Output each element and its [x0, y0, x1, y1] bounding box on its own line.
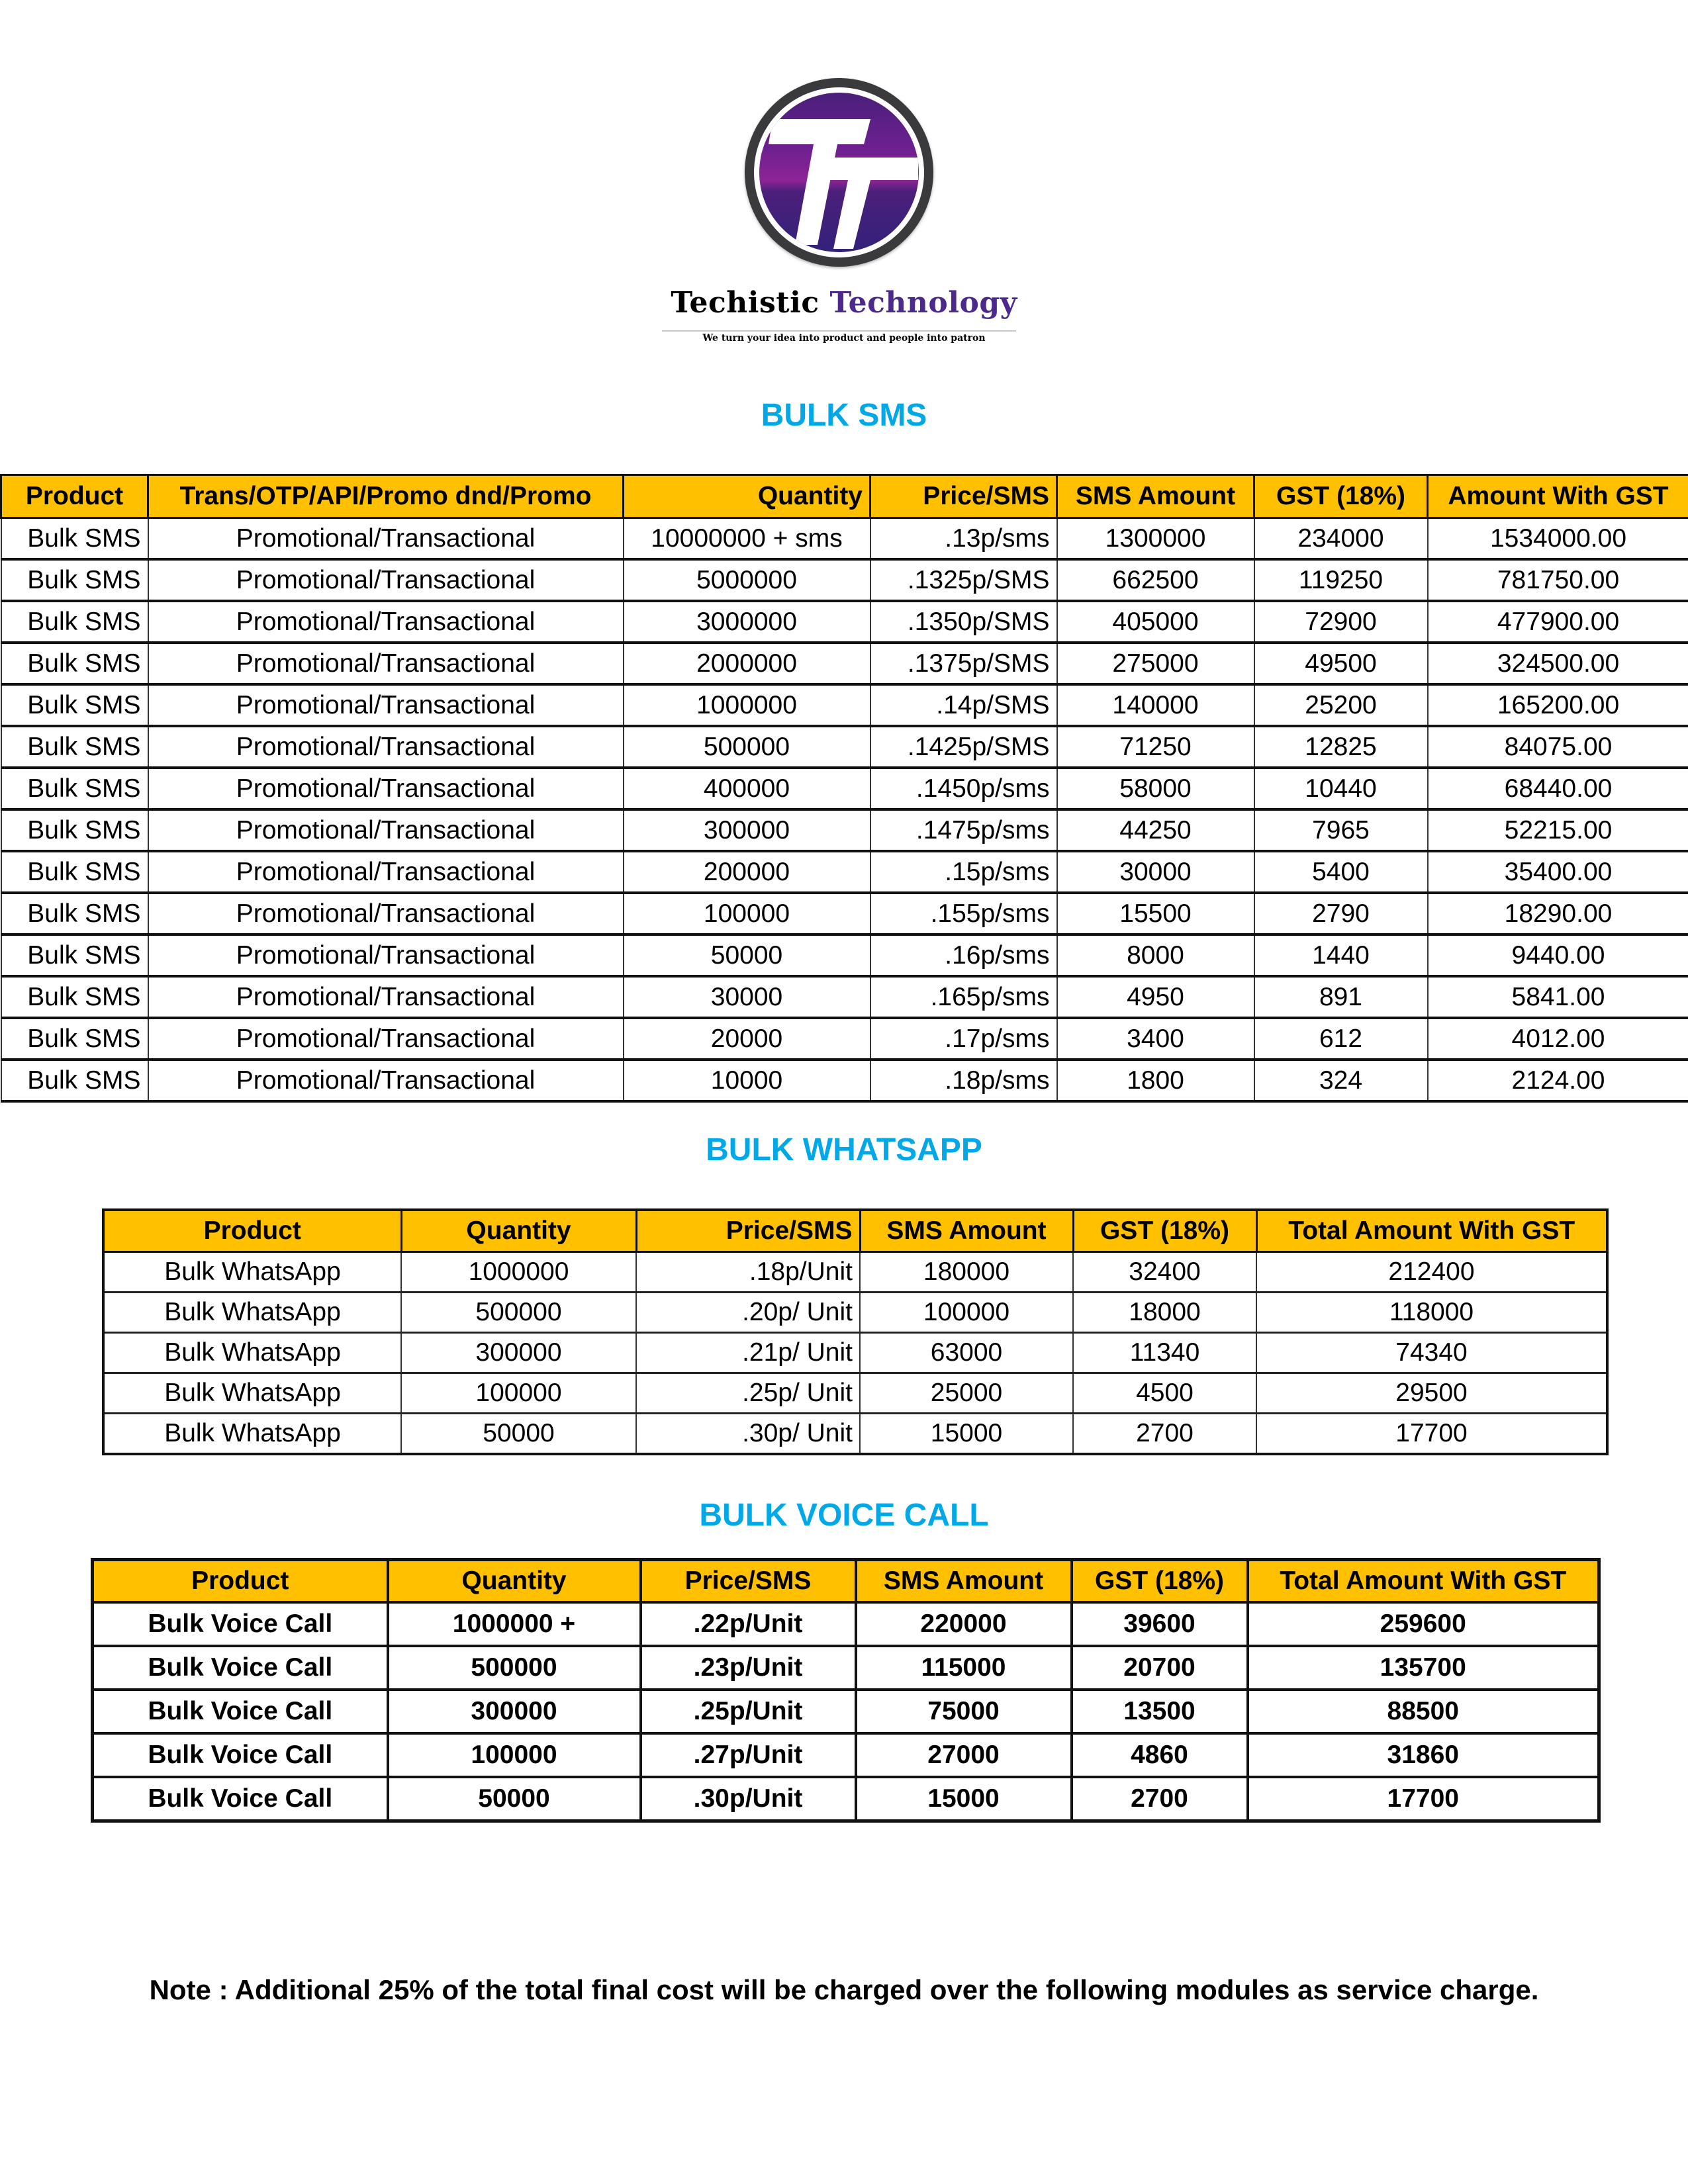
column-header: GST (18%)	[1073, 1210, 1256, 1252]
table-cell: 17700	[1256, 1414, 1607, 1455]
table-cell: 135700	[1248, 1646, 1599, 1690]
table-cell: 165200.00	[1428, 684, 1688, 726]
table-cell: 5841.00	[1428, 976, 1688, 1018]
table-cell: 1534000.00	[1428, 518, 1688, 560]
table-cell: 612	[1254, 1018, 1428, 1060]
table-cell: Bulk Voice Call	[93, 1646, 388, 1690]
table-cell: Bulk WhatsApp	[103, 1373, 401, 1414]
table-cell: Bulk SMS	[1, 684, 148, 726]
table-row	[1, 518, 1688, 560]
table-cell: 68440.00	[1428, 768, 1688, 809]
table-cell: 84075.00	[1428, 726, 1688, 768]
table-cell: 324500.00	[1428, 643, 1688, 684]
table-cell: 5000000	[624, 559, 870, 601]
table-cell: .1350p/SMS	[870, 601, 1057, 643]
column-header: Quantity	[624, 475, 870, 518]
brand-tagline: We turn your idea into product and people into patron	[702, 333, 986, 343]
table-cell: 7965	[1254, 809, 1428, 851]
table-cell: .21p/ Unit	[636, 1333, 860, 1373]
table-cell: 100000	[624, 893, 870, 934]
table-cell: 140000	[1057, 684, 1254, 726]
table-cell: 5400	[1254, 851, 1428, 893]
table-row	[93, 1646, 1599, 1690]
table-cell: 39600	[1072, 1602, 1248, 1646]
table-cell: Promotional/Transactional	[148, 684, 624, 726]
table-cell: .17p/sms	[870, 1018, 1057, 1060]
table-cell: 29500	[1256, 1373, 1607, 1414]
table-cell: Bulk SMS	[1, 893, 148, 934]
table-row	[1, 1018, 1688, 1060]
table-cell: 3400	[1057, 1018, 1254, 1060]
table-cell: .1475p/sms	[870, 809, 1057, 851]
table-cell: 10440	[1254, 768, 1428, 809]
table-cell: 25000	[860, 1373, 1073, 1414]
table-cell: 18290.00	[1428, 893, 1688, 934]
table-cell: Bulk SMS	[1, 559, 148, 601]
table-row	[1, 934, 1688, 976]
table-cell: 180000	[860, 1252, 1073, 1293]
table-cell: 15000	[860, 1414, 1073, 1455]
table-cell: 100000	[860, 1293, 1073, 1333]
table-cell: .25p/ Unit	[636, 1373, 860, 1414]
column-header: Product	[1, 475, 148, 518]
table-cell: 1000000	[401, 1252, 636, 1293]
table-row	[1, 684, 1688, 726]
table-cell: Bulk SMS	[1, 851, 148, 893]
table-cell: 2700	[1072, 1777, 1248, 1821]
table-cell: 10000000 + sms	[624, 518, 870, 560]
table-cell: Bulk Voice Call	[93, 1602, 388, 1646]
table-cell: 30000	[624, 976, 870, 1018]
table-cell: Promotional/Transactional	[148, 643, 624, 684]
table-cell: Bulk Voice Call	[93, 1777, 388, 1821]
table-cell: .1375p/SMS	[870, 643, 1057, 684]
table-cell: 30000	[1057, 851, 1254, 893]
table-cell: Bulk SMS	[1, 726, 148, 768]
table-cell: 13500	[1072, 1690, 1248, 1733]
table-cell: 118000	[1256, 1293, 1607, 1333]
column-header: GST (18%)	[1072, 1560, 1248, 1603]
table-cell: Bulk SMS	[1, 518, 148, 560]
bulk-sms-table	[0, 474, 1688, 1103]
table-cell: 31860	[1248, 1733, 1599, 1777]
table-cell: 9440.00	[1428, 934, 1688, 976]
table-cell: 2124.00	[1428, 1060, 1688, 1101]
table-row	[1, 601, 1688, 643]
table-row	[1, 559, 1688, 601]
table-cell: 4950	[1057, 976, 1254, 1018]
section-title-bulk-sms: BULK SMS	[761, 398, 927, 433]
table-cell: 4860	[1072, 1733, 1248, 1777]
table-cell: 100000	[401, 1373, 636, 1414]
table-cell: 405000	[1057, 601, 1254, 643]
table-cell: 50000	[401, 1414, 636, 1455]
table-cell: 12825	[1254, 726, 1428, 768]
table-cell: Promotional/Transactional	[148, 768, 624, 809]
table-cell: 500000	[624, 726, 870, 768]
table-cell: 1000000	[624, 684, 870, 726]
table-cell: Promotional/Transactional	[148, 851, 624, 893]
company-logo	[745, 78, 933, 267]
table-cell: .25p/Unit	[641, 1690, 856, 1733]
logo-ring	[745, 78, 933, 267]
table-row	[103, 1293, 1607, 1333]
table-cell: Bulk SMS	[1, 601, 148, 643]
table-cell: Promotional/Transactional	[148, 934, 624, 976]
table-cell: 212400	[1256, 1252, 1607, 1293]
table-cell: .20p/ Unit	[636, 1293, 860, 1333]
table-cell: 300000	[401, 1333, 636, 1373]
table-cell: 25200	[1254, 684, 1428, 726]
table-cell: 75000	[856, 1690, 1072, 1733]
table-cell: .13p/sms	[870, 518, 1057, 560]
table-cell: 18000	[1073, 1293, 1256, 1333]
table-cell: 1440	[1254, 934, 1428, 976]
table-cell: 27000	[856, 1733, 1072, 1777]
column-header: Amount With GST	[1428, 475, 1688, 518]
table-cell: 500000	[401, 1293, 636, 1333]
table-cell: 100000	[388, 1733, 641, 1777]
table-cell: .1325p/SMS	[870, 559, 1057, 601]
table-cell: Bulk SMS	[1, 976, 148, 1018]
table-cell: 50000	[624, 934, 870, 976]
table-row	[93, 1690, 1599, 1733]
table-cell: .18p/Unit	[636, 1252, 860, 1293]
table-cell: .15p/sms	[870, 851, 1057, 893]
table-row	[1, 893, 1688, 934]
column-header: Quantity	[388, 1560, 641, 1603]
table-cell: .155p/sms	[870, 893, 1057, 934]
table-cell: 63000	[860, 1333, 1073, 1373]
service-charge-note: Note : Additional 25% of the total final cost will be charged over the following modules as service charge.	[149, 1974, 1539, 2005]
table-cell: .30p/ Unit	[636, 1414, 860, 1455]
table-header-row	[93, 1560, 1599, 1603]
table-cell: Bulk SMS	[1, 1060, 148, 1101]
bulk-voice-call-table	[91, 1558, 1601, 1823]
table-row	[1, 809, 1688, 851]
table-row	[1, 768, 1688, 809]
table-cell: 15000	[856, 1777, 1072, 1821]
table-cell: 891	[1254, 976, 1428, 1018]
column-header: Price/SMS	[870, 475, 1057, 518]
table-row	[1, 643, 1688, 684]
table-cell: .23p/Unit	[641, 1646, 856, 1690]
table-cell: 324	[1254, 1060, 1428, 1101]
table-cell: Bulk Voice Call	[93, 1733, 388, 1777]
table-cell: Promotional/Transactional	[148, 893, 624, 934]
table-cell: 1000000 +	[388, 1602, 641, 1646]
table-cell: 50000	[388, 1777, 641, 1821]
brand-name	[0, 286, 1688, 320]
table-cell: .1450p/sms	[870, 768, 1057, 809]
table-cell: Promotional/Transactional	[148, 601, 624, 643]
column-header: Trans/OTP/API/Promo dnd/Promo	[148, 475, 624, 518]
table-cell: 234000	[1254, 518, 1428, 560]
table-cell: 220000	[856, 1602, 1072, 1646]
table-cell: 17700	[1248, 1777, 1599, 1821]
table-cell: 20700	[1072, 1646, 1248, 1690]
brand-name-part1: Techistic	[671, 286, 820, 320]
table-cell: 781750.00	[1428, 559, 1688, 601]
table-cell: 300000	[624, 809, 870, 851]
table-cell: Bulk SMS	[1, 768, 148, 809]
section-title-bulk-whatsapp: BULK WHATSAPP	[706, 1132, 982, 1167]
table-cell: Bulk Voice Call	[93, 1690, 388, 1733]
table-header-row	[103, 1210, 1607, 1252]
table-cell: 8000	[1057, 934, 1254, 976]
brand-divider	[662, 330, 1016, 332]
table-row	[1, 1060, 1688, 1101]
table-row	[93, 1602, 1599, 1646]
table-row	[103, 1333, 1607, 1373]
table-cell: .16p/sms	[870, 934, 1057, 976]
column-header: Price/SMS	[636, 1210, 860, 1252]
table-cell: 10000	[624, 1060, 870, 1101]
table-cell: Promotional/Transactional	[148, 976, 624, 1018]
table-cell: Bulk SMS	[1, 643, 148, 684]
column-header: Product	[103, 1210, 401, 1252]
table-cell: 35400.00	[1428, 851, 1688, 893]
bulk-whatsapp-table	[102, 1208, 1609, 1455]
table-cell: 32400	[1073, 1252, 1256, 1293]
table-row	[103, 1252, 1607, 1293]
table-cell: Bulk WhatsApp	[103, 1333, 401, 1373]
table-cell: .165p/sms	[870, 976, 1057, 1018]
column-header: SMS Amount	[856, 1560, 1072, 1603]
table-cell: Bulk SMS	[1, 934, 148, 976]
column-header: SMS Amount	[1057, 475, 1254, 518]
table-row	[103, 1414, 1607, 1455]
table-cell: 200000	[624, 851, 870, 893]
column-header: Quantity	[401, 1210, 636, 1252]
table-cell: 2000000	[624, 643, 870, 684]
table-cell: Promotional/Transactional	[148, 559, 624, 601]
table-cell: Bulk SMS	[1, 809, 148, 851]
table-row	[103, 1373, 1607, 1414]
table-cell: 259600	[1248, 1602, 1599, 1646]
column-header: Price/SMS	[641, 1560, 856, 1603]
table-cell: Promotional/Transactional	[148, 726, 624, 768]
column-header: Product	[93, 1560, 388, 1603]
table-cell: Promotional/Transactional	[148, 809, 624, 851]
table-cell: 500000	[388, 1646, 641, 1690]
brand-name-part2: Technology	[829, 286, 1017, 320]
table-cell: 119250	[1254, 559, 1428, 601]
column-header: GST (18%)	[1254, 475, 1428, 518]
table-cell: 477900.00	[1428, 601, 1688, 643]
table-cell: 4012.00	[1428, 1018, 1688, 1060]
table-cell: Bulk WhatsApp	[103, 1252, 401, 1293]
column-header: SMS Amount	[860, 1210, 1073, 1252]
table-cell: Promotional/Transactional	[148, 518, 624, 560]
table-cell: 115000	[856, 1646, 1072, 1690]
table-cell: .30p/Unit	[641, 1777, 856, 1821]
table-cell: 11340	[1073, 1333, 1256, 1373]
table-cell: Bulk WhatsApp	[103, 1414, 401, 1455]
table-cell: 58000	[1057, 768, 1254, 809]
table-cell: 400000	[624, 768, 870, 809]
table-cell: 300000	[388, 1690, 641, 1733]
section-title-bulk-voice-call: BULK VOICE CALL	[699, 1498, 989, 1533]
table-cell: 2790	[1254, 893, 1428, 934]
table-cell: 52215.00	[1428, 809, 1688, 851]
table-cell: 72900	[1254, 601, 1428, 643]
table-cell: 1800	[1057, 1060, 1254, 1101]
table-cell: 662500	[1057, 559, 1254, 601]
table-row	[1, 726, 1688, 768]
table-cell: 15500	[1057, 893, 1254, 934]
table-cell: .18p/sms	[870, 1060, 1057, 1101]
table-cell: .1425p/SMS	[870, 726, 1057, 768]
table-cell: Bulk SMS	[1, 1018, 148, 1060]
table-cell: Promotional/Transactional	[148, 1060, 624, 1101]
table-cell: 44250	[1057, 809, 1254, 851]
table-cell: 88500	[1248, 1690, 1599, 1733]
table-cell: 74340	[1256, 1333, 1607, 1373]
logo-t-monogram-icon	[759, 93, 919, 252]
table-cell: 71250	[1057, 726, 1254, 768]
table-cell: .27p/Unit	[641, 1733, 856, 1777]
table-header-row	[1, 475, 1688, 518]
table-cell: 1300000	[1057, 518, 1254, 560]
table-cell: .22p/Unit	[641, 1602, 856, 1646]
table-row	[1, 976, 1688, 1018]
table-cell: 4500	[1073, 1373, 1256, 1414]
table-cell: Bulk WhatsApp	[103, 1293, 401, 1333]
column-header: Total Amount With GST	[1248, 1560, 1599, 1603]
table-cell: Promotional/Transactional	[148, 1018, 624, 1060]
table-row	[1, 851, 1688, 893]
table-cell: 20000	[624, 1018, 870, 1060]
table-cell: 2700	[1073, 1414, 1256, 1455]
table-row	[93, 1733, 1599, 1777]
table-cell: 49500	[1254, 643, 1428, 684]
table-cell: .14p/SMS	[870, 684, 1057, 726]
table-cell: 275000	[1057, 643, 1254, 684]
table-cell: 3000000	[624, 601, 870, 643]
table-row	[93, 1777, 1599, 1821]
column-header: Total Amount With GST	[1256, 1210, 1607, 1252]
